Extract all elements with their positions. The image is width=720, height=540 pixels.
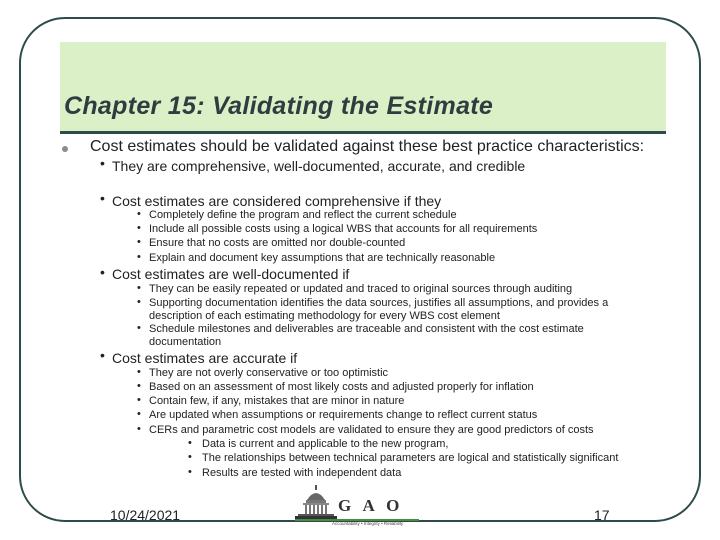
bullet-icon: •	[137, 322, 141, 334]
bullet-icon: •	[137, 394, 141, 406]
list-item: They are not overly conservative or too optimistic	[149, 367, 389, 379]
main-bullet: Cost estimates should be validated against these best practice characteristics:	[90, 138, 645, 155]
bullet-icon: •	[137, 282, 141, 294]
list-item: CERs and parametric cost models are validated to ensure they are good predictors of costs	[149, 424, 594, 436]
sub-list-item: Results are tested with independent data	[202, 467, 402, 479]
section-accurate-heading: Cost estimates are accurate if	[112, 350, 298, 366]
logo-tagline: Accountability • Integrity • Reliability	[332, 521, 404, 526]
list-item: Are updated when assumptions or requirements change to reflect current status	[149, 409, 538, 421]
bullet-icon: •	[137, 208, 141, 220]
list-item: Explain and document key assumptions that are technically reasonable	[149, 252, 496, 264]
gao-logo	[292, 484, 420, 528]
bullet-icon: •	[188, 466, 192, 478]
bullet-icon: •	[100, 190, 105, 206]
slide-title: Chapter 15: Validating the Estimate	[64, 92, 494, 120]
bullet-icon: •	[137, 380, 141, 392]
bullet-icon: •	[188, 451, 192, 463]
bullet-icon: •	[100, 347, 105, 363]
sub-list-item: The relationships between technical parameters are logical and statistically significant	[202, 452, 619, 464]
bullet-icon: •	[188, 437, 192, 449]
list-item: Include all possible costs using a logical WBS that accounts for all requirements	[149, 223, 538, 235]
list-item: Supporting documentation identifies the data sources, justifies all assumptions, and provides a	[149, 297, 609, 309]
sub-list-item: Data is current and applicable to the new program,	[202, 438, 449, 450]
section-well-documented-heading: Cost estimates are well-documented if	[112, 266, 350, 282]
list-item: Completely define the program and reflect the current schedule	[149, 209, 457, 221]
bullet-icon: •	[137, 222, 141, 234]
bullet-icon: •	[137, 408, 141, 420]
list-item-continuation: documentation	[149, 336, 222, 348]
list-item: Contain few, if any, mistakes that are minor in nature	[149, 395, 405, 407]
list-item: Schedule milestones and deliverables are traceable and consistent with the cost estimate	[149, 323, 584, 335]
list-item: Ensure that no costs are omitted nor double-counted	[149, 237, 406, 249]
bullet-dot-icon	[62, 146, 68, 152]
logo-letters: G A O	[338, 496, 404, 515]
bullet-icon: •	[137, 366, 141, 378]
section-comprehensive-heading: Cost estimates are considered comprehensive if they	[112, 193, 442, 209]
footer-date: 10/24/2021	[110, 507, 181, 523]
list-item: Based on an assessment of most likely costs and adjusted properly for inflation	[149, 381, 534, 393]
title-divider	[60, 131, 666, 134]
list-item-continuation: description of each estimating methodology for every WBS cost element	[149, 310, 500, 322]
bullet-icon: •	[100, 155, 105, 171]
sub-bullet-characteristics: They are comprehensive, well-documented, accurate, and credible	[112, 158, 526, 174]
list-item: They can be easily repeated or updated and traced to original sources through auditing	[149, 283, 573, 295]
bullet-icon: •	[137, 251, 141, 263]
bullet-icon: •	[137, 423, 141, 435]
bullet-icon: •	[137, 296, 141, 308]
bullet-icon: •	[137, 236, 141, 248]
bullet-icon: •	[100, 264, 105, 280]
page-number: 17	[594, 507, 610, 523]
